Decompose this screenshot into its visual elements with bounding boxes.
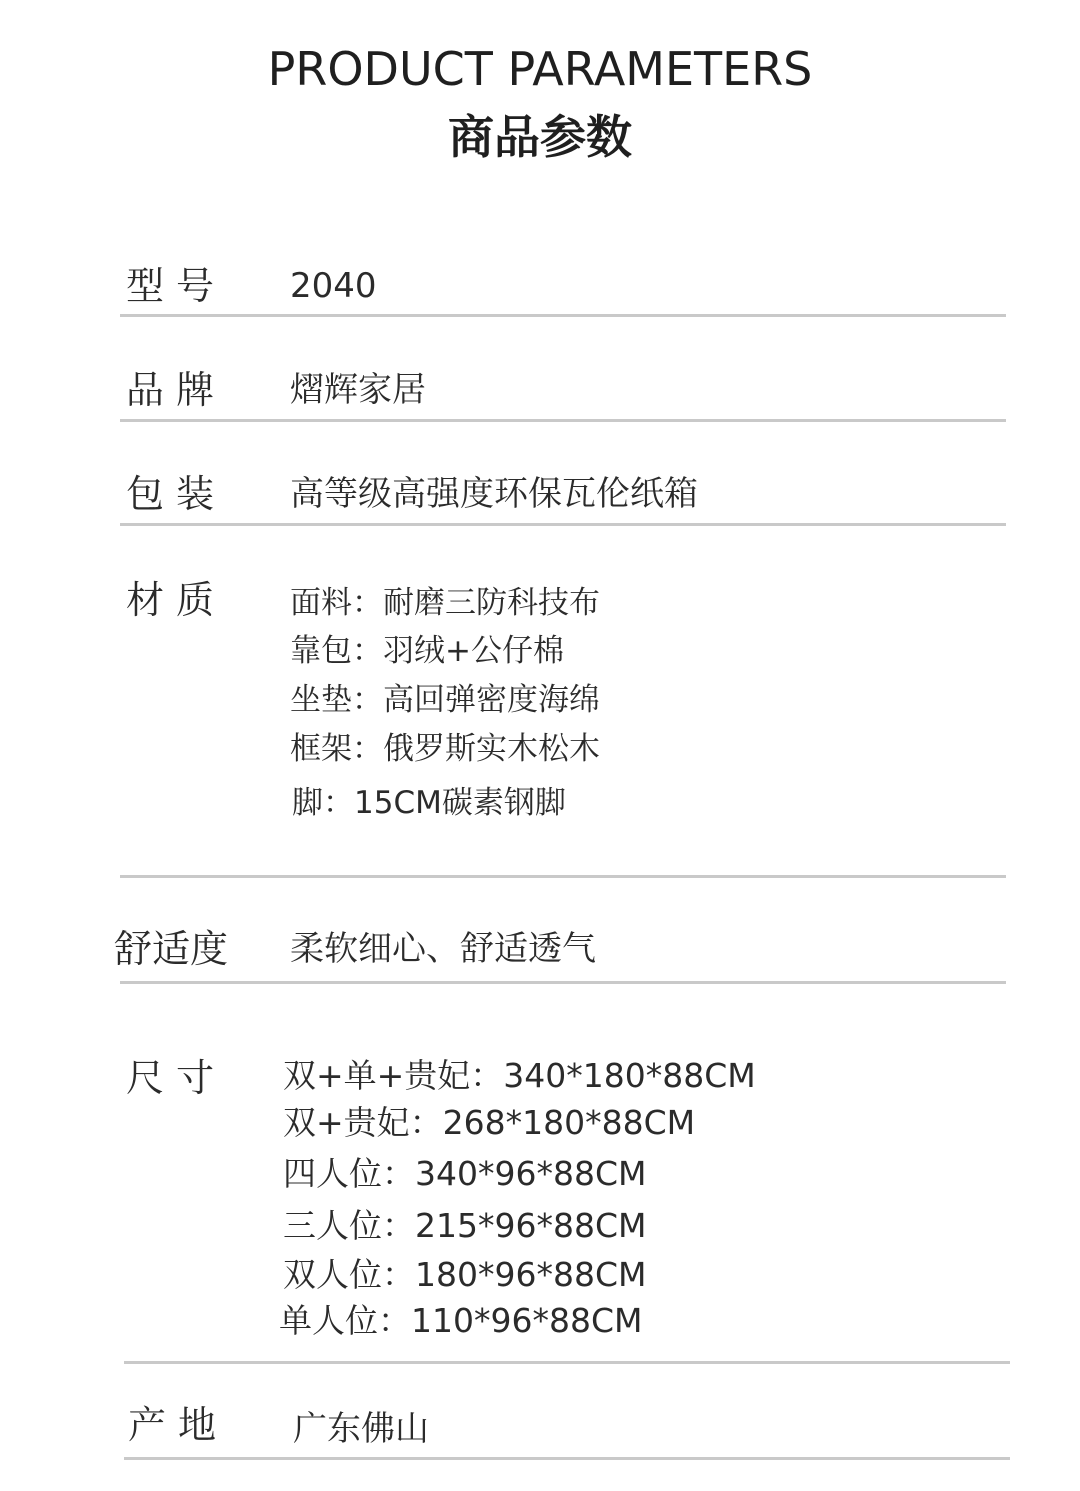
size-item: 双+单+贵妃：340*180*88CM	[283, 1056, 756, 1095]
divider	[124, 1457, 1010, 1460]
divider	[120, 875, 1006, 878]
material-item: 靠包：羽绒+公仔棉	[290, 633, 564, 669]
divider	[120, 523, 1006, 526]
size-item: 单人位：110*96*88CM	[279, 1301, 643, 1340]
size-item: 三人位：215*96*88CM	[283, 1206, 647, 1245]
origin-label: 产地	[128, 1403, 229, 1447]
comfort-label: 舒适度	[114, 927, 229, 971]
divider	[120, 419, 1006, 422]
size-item: 双人位：180*96*88CM	[283, 1255, 647, 1294]
origin-value: 广东佛山	[293, 1409, 429, 1449]
size-label: 尺寸	[126, 1056, 227, 1100]
size-item: 双+贵妃：268*180*88CM	[283, 1103, 696, 1142]
packaging-label: 包装	[126, 472, 227, 516]
material-item: 坐垫：高回弹密度海绵	[290, 682, 600, 718]
material-item: 面料：耐磨三防科技布	[290, 585, 600, 621]
brand-label: 品牌	[126, 368, 227, 412]
packaging-value: 高等级高强度环保瓦伦纸箱	[290, 474, 698, 514]
material-item: 脚：15CM碳素钢脚	[292, 785, 566, 821]
divider	[124, 1361, 1010, 1364]
material-label: 材质	[126, 578, 227, 622]
size-item: 四人位：340*96*88CM	[283, 1154, 647, 1193]
model-value: 2040	[290, 266, 377, 306]
page-title-en: PRODUCT PARAMETERS	[267, 42, 813, 96]
comfort-value: 柔软细心、舒适透气	[290, 929, 596, 969]
brand-value: 熠辉家居	[290, 370, 426, 410]
model-label: 型号	[126, 264, 227, 308]
material-item: 框架：俄罗斯实木松木	[290, 731, 600, 767]
divider	[120, 314, 1006, 317]
divider	[120, 981, 1006, 984]
page-title-cn: 商品参数	[448, 110, 632, 164]
